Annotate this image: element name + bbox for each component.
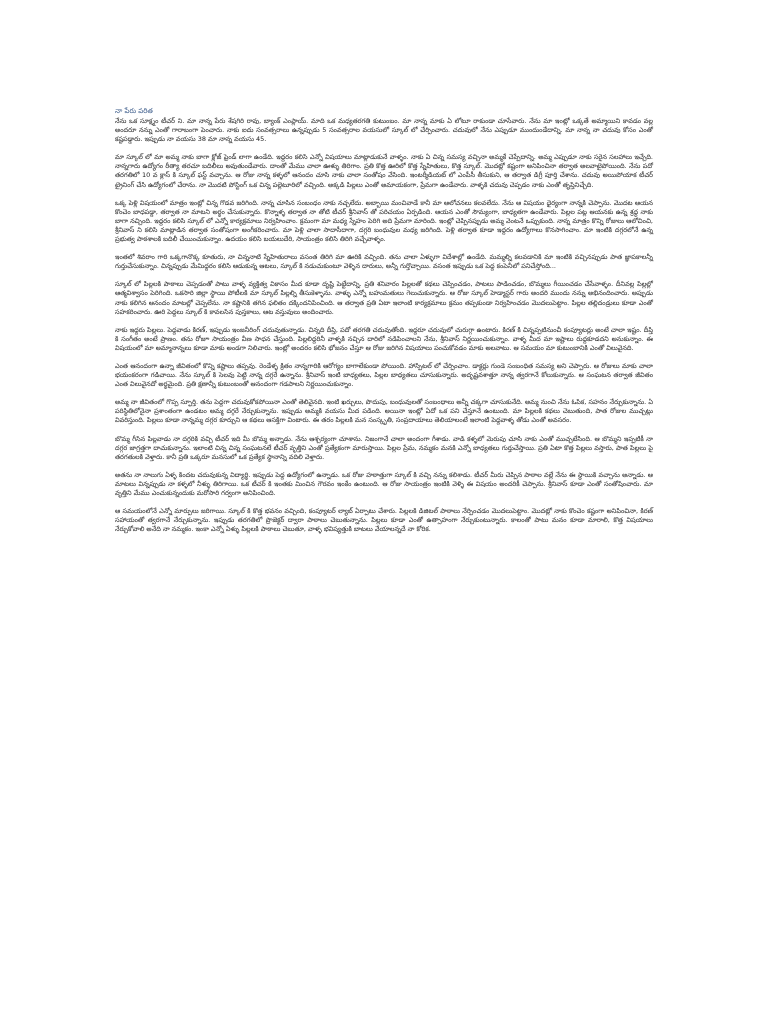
document-body <box>115 117 653 534</box>
paragraph: ఇంతలో శివరాం గారి ఒక్కగానొక్క కూతురు, నా చిన్ననాటి స్నేహితురాలు వసంత తిరిగి మా ఊరికి వచ్చింది. తను చాలా ఏళ్ళుగా విదేశాల్లో ఉండేది. మమ్మల్ని కలవడానికి మా ఇంటికి వచ్చినప్పుడు పాత జ్ఞాపకాలన్నీ గుర్తుచేసుకున్నాం. చిన్నప్పుడు మేమిద్దరం కలిసి ఆడుకున్న ఆటలు, స్కూల్ కి నడుచుకుంటూ వెళ్ళిన దారులు, అన్నీ గుర్తొచ్చాయి. వసంత ఇప్పుడు ఒక పెద్ద కంపెనీలో పనిచేస్తోంది... <box>115 253 653 271</box>
document-page <box>115 107 653 534</box>
paragraph: బొమ్మ గీసిన పిల్లవాడు నా దగ్గరికి వచ్చి టీచర్ ఇది మీ బొమ్మ అన్నాడు. నేను ఆశ్చర్యంగా చూశాను. నిజంగానే చాలా అందంగా గీశాడు. వాడి కళ్ళలో మెరుపు చూసి నాకు ఎంతో ముచ్చటేసింది. ఆ బొమ్మని ఇప్పటికీ నా దగ్గర జాగ్రత్తగా దాచుకున్నాను. ఇలాంటి చిన్న చిన్న సంఘటనలే టీచర్ వృత్తిని ఎంతో ప్రత్యేకంగా మారుస్తాయి. పిల్లల ప్రేమ, నమ్మకం మనకి ఎన్నో బాధ్యతలు గుర్తుచేస్తాయి. ప్రతి ఏటా కొత్త పిల్లలు వస్తారు, పాత పిల్లలు పై తరగతులకి వెళ్తారు. కానీ ప్రతి ఒక్కరూ మనసులో ఒక ప్రత్యేక స్థానాన్ని వదిలి వెళ్తారు. <box>115 434 653 461</box>
paragraph: అమ్మ నా జీవితంలో గొప్ప స్ఫూర్తి. తను పెద్దగా చదువుకోకపోయినా ఎంతో తెలివైనది. ఇంటి ఖర్చులు, పొదుపు, బంధువులతో సంబంధాలు అన్నీ చక్కగా చూసుకునేది. అమ్మ నుంచి నేను ఓపిక, సహనం నేర్చుకున్నాను. ఏ పరిస్థితిలోనైనా ప్రశాంతంగా ఉండటం అమ్మ దగ్గరే నేర్చుకున్నాను. ఇప్పుడు అమ్మకి వయసు మీద పడింది. అయినా ఇంట్లో ఏదో ఒక పని చేస్తూనే ఉంటుంది. మా పిల్లలకి కథలు చెబుతుంది, పాత రోజుల ముచ్చట్లు వివరిస్తుంది. పిల్లలు కూడా నాన్నమ్మ దగ్గర కూర్చుని ఆ కథలు ఆసక్తిగా వింటారు. ఈ తరం పిల్లలకి మన సంస్కృతి, సంప్రదాయాలు తెలియాలంటే ఇలాంటి పెద్దవాళ్ళ తోడు ఎంతో అవసరం. <box>115 398 653 425</box>
paragraph: ఒక్క పెళ్లి విషయంలో మాత్రం ఇంట్లో చిన్న గొడవ జరిగింది. నాన్న చూసిన సంబంధం నాకు నచ్చలేదు. అబ్బాయి మంచివాడే కానీ మా ఆలోచనలు కలవలేదు. నేను ఆ విషయం ధైర్యంగా నాన్నకి చెప్పాను. మొదట ఆయన కొంచెం బాధపడ్డా, తర్వాత నా మాటని అర్థం చేసుకున్నారు. కొన్నాళ్ళ తర్వాత నా తోటి టీచర్ శ్రీనివాస్ తో పరిచయం ఏర్పడింది. ఆయన ఎంతో సౌమ్యంగా, బాధ్యతగా ఉండేవారు. పిల్లల పట్ల ఆయనకు ఉన్న శ్రద్ధ నాకు బాగా నచ్చింది. ఇద్దరం కలిసి స్కూల్ లో ఎన్నో కార్యక్రమాలు నిర్వహించాం. క్రమంగా మా మధ్య స్నేహం పెరిగి అది ప్రేమగా మారింది. ఇంట్లో చెప్పినప్పుడు అమ్మ వెంటనే ఒప్పుకుంది. నాన్న మాత్రం కొన్ని రోజులు ఆలోచించి, శ్రీనివాస్ ని కలిసి మాట్లాడిన తర్వాత సంతోషంగా అంగీకరించారు. మా పెళ్లి చాలా సాదాసీదాగా, దగ్గరి బంధువుల మధ్య జరిగింది. పెళ్లి తర్వాత కూడా ఇద్దరం ఉద్యోగాలు కొనసాగించాం. మా ఇంటికి దగ్గరలోనే ఉన్న ప్రభుత్వ పాఠశాలకి బదిలీ చేయించుకున్నాం. ఉదయం కలిసి బయలుదేరి, సాయంత్రం కలిసి తిరిగి వచ్చేవాళ్ళం. <box>115 198 653 244</box>
paragraph: ఆ సమయంలోనే ఎన్నో మార్పులు జరిగాయి. స్కూల్ కి కొత్త భవనం వచ్చింది, కంప్యూటర్ ల్యాబ్ ఏర్పాటు చేశారు. పిల్లలకి డిజిటల్ పాఠాలు నేర్పించడం మొదలుపెట్టాం. మొదట్లో నాకు కొంచెం కష్టంగా అనిపించినా, కిరణ్ సహాయంతో త్వరగానే నేర్చుకున్నాను. ఇప్పుడు తరగతిలో ప్రొజెక్టర్ ద్వారా పాఠాలు చెబుతున్నాను. పిల్లలు కూడా ఎంతో ఉత్సాహంగా నేర్చుకుంటున్నారు. కాలంతో పాటు మనం కూడా మారాలి, కొత్త విషయాలు నేర్చుకోవాలి అనేది నా నమ్మకం. ఇంకా ఎన్నో ఏళ్ళు పిల్లలకి పాఠాలు చెబుతూ, వాళ్ళ భవిష్యత్తుకి బాటలు వేయాలన్నదే నా కోరిక. <box>115 507 653 534</box>
paragraph: స్కూల్ లో పిల్లలకి పాఠాలు చెప్పడంతో పాటు వాళ్ళ వ్యక్తిత్వ వికాసం మీద కూడా దృష్టి పెట్టేదాన్ని. ప్రతి శనివారం పిల్లలతో కథలు చెప్పించడం, పాటలు పాడించడం, బొమ్మలు గీయించడం చేసేవాళ్ళం. దీనివల్ల పిల్లల్లో ఆత్మవిశ్వాసం పెరిగింది. ఒకసారి జిల్లా స్థాయి పోటీలకి మా స్కూల్ పిల్లల్ని తీసుకెళ్ళాను. వాళ్ళు ఎన్నో బహుమతులు గెలుచుకున్నారు. ఆ రోజు స్కూల్ హెడ్మాస్టర్ గారు అందరి ముందు నన్ను అభినందించారు. అప్పుడు నాకు కలిగిన ఆనందం మాటల్లో చెప్పలేను. నా కష్టానికి తగిన ఫలితం దక్కిందనిపించింది. ఆ తర్వాత ప్రతి ఏటా ఇలాంటి కార్యక్రమాలు క్రమం తప్పకుండా నిర్వహించడం మొదలుపెట్టాం. పిల్లల తల్లిదండ్రులు కూడా ఎంతో సహకరించారు. ఊరి పెద్దలు స్కూల్ కి కావలసిన పుస్తకాలు, ఆట వస్తువులు అందించారు. <box>115 280 653 316</box>
document-title: నా పేరు పరిత <box>115 107 153 115</box>
paragraph: ఎంత ఆనందంగా ఉన్నా జీవితంలో కొన్ని కష్టాలు తప్పవు. రెండేళ్ళ క్రితం నాన్నగారికి ఆరోగ్యం బాగాలేకుండా పోయింది. హాస్పిటల్ లో చేర్పించాం. డాక్టర్లు గుండె సంబంధిత సమస్య అని చెప్పారు. ఆ రోజులు మాకు చాలా భయంకరంగా గడిచాయి. నేను స్కూల్ కి సెలవు పెట్టి నాన్న దగ్గరే ఉన్నాను. శ్రీనివాస్ ఇంటి బాధ్యతలు, పిల్లల బాధ్యతలు చూసుకున్నారు. అదృష్టవశాత్తూ నాన్న త్వరగానే కోలుకున్నారు. ఆ సంఘటన తర్వాత జీవితం ఎంత విలువైనదో అర్థమైంది. ప్రతి క్షణాన్నీ కుటుంబంతో ఆనందంగా గడపాలని నిర్ణయించుకున్నాం. <box>115 361 653 389</box>
paragraph: నేను ఒక సూక్ష్మం టీచర్ ని. మా నాన్న పేరు శేషగిరి రావు, బ్యాంక్ ఎంప్లాయ్. మాది ఒక మధ్యతరగతి కుటుంబం. మా నాన్న మాకు ఏ లోటూ రాకుండా చూసేవారు. నేను మా ఇంట్లో ఒక్కతే అమ్మాయిని కావడం వల్ల అందరూ నన్ను ఎంతో గారాబంగా పెంచారు. నాకు ఐదు సంవత్సరాలు ఉన్నప్పుడు 5 సంవత్సరాల వయసులో స్కూల్ లో చేర్పించారు. చదువులో నేను ఎప్పుడూ ముందుండేదాన్ని. మా నాన్న నా చదువు కోసం ఎంతో కష్టపడ్డారు. ఇప్పుడు నా వయసు 38 మా నాన్న వయసు 45. <box>115 117 653 144</box>
paragraph: నాకు ఇద్దరు పిల్లలు. పెద్దవాడు కిరణ్, ఇప్పుడు ఇంజనీరింగ్ చదువుతున్నాడు. చిన్నది దీప్తి, పదో తరగతి చదువుతోంది. ఇద్దరూ చదువులో చురుగ్గా ఉంటారు. కిరణ్ కి చిన్నప్పటినుంచీ కంప్యూటర్లు అంటే చాలా ఇష్టం. దీప్తి కి సంగీతం అంటే ప్రాణం. తను రోజూ సాయంత్రం వీణ సాధన చేస్తుంది. పిల్లలిద్దరినీ వాళ్ళకి నచ్చిన దారిలో నడిపించాలని నేను, శ్రీనివాస్ నిర్ణయించుకున్నాం. వాళ్ళ మీద మా ఇష్టాలు రుద్దకూడదని అనుకున్నాం. ఈ విషయంలో మా అమ్మానాన్నలు కూడా మాకు అండగా నిలిచారు. ఇంట్లో అందరం కలిసి భోజనం చేస్తూ ఆ రోజు జరిగిన విషయాలు పంచుకోవడం మాకు అలవాటు. ఆ సమయం మా కుటుంబానికి ఎంతో విలువైనది. <box>115 325 653 352</box>
paragraph: అతను నా నాలుగు ఏళ్ళ కిందట చదువుకున్న విద్యార్థి. ఇప్పుడు పెద్ద ఉద్యోగంలో ఉన్నాడు. ఒక రోజు హఠాత్తుగా స్కూల్ కి వచ్చి నన్ను కలిశాడు. టీచర్ మీరు చెప్పిన పాఠాల వల్లే నేను ఈ స్థాయికి వచ్చాను అన్నాడు. ఆ మాటలు విన్నప్పుడు నా కళ్ళలో నీళ్ళు తిరిగాయి. ఒక టీచర్ కి ఇంతకు మించిన గౌరవం ఇంకేం ఉంటుంది. ఆ రోజు సాయంత్రం ఇంటికి వెళ్ళి ఈ విషయం అందరికీ చెప్పాను. శ్రీనివాస్ కూడా ఎంతో సంతోషించారు. మా వృత్తిని మేము ఎంచుకున్నందుకు మరోసారి గర్వంగా అనిపించింది. <box>115 470 653 497</box>
paragraph: మా స్కూల్ లో మా అమ్మ నాకు బాగా క్లోజ్ ఫ్రెండ్ లాగా ఉండేది. ఇద్దరం కలిసి ఎన్నో విషయాలు మాట్లాడుకునే వాళ్ళం. నాకు ఏ చిన్న సమస్య వచ్చినా అమ్మకే చెప్పేదాన్ని. అమ్మ ఎప్పుడూ నాకు సరైన సలహాలు ఇచ్చేది. నాన్నగారు ఉద్యోగం రీత్యా తరచూ బదిలీలు అవుతుండేవారు. దాంతో మేము చాలా ఊళ్ళు తిరిగాం. ప్రతి కొత్త ఊరిలో కొత్త స్నేహితులు, కొత్త స్కూల్. మొదట్లో కష్టంగా అనిపించినా తర్వాత అలవాటైపోయింది. నేను పదో తరగతిలో 10 వ క్లాస్ కి స్కూల్ ఫస్ట్ వచ్చాను. ఆ రోజు నాన్న కళ్ళలో ఆనందం చూసి నాకు చాలా సంతోషం వేసింది. ఇంటర్మీడియట్ లో ఎంపీసీ తీసుకుని, ఆ తర్వాత డిగ్రీ పూర్తి చేశాను. చదువు అయిపోయాక టీచర్ ట్రైనింగ్ చేసి ఉద్యోగంలో చేరాను. నా మొదటి పోస్టింగ్ ఒక చిన్న పల్లెటూరిలో వచ్చింది. అక్కడి పిల్లలు ఎంతో అమాయకంగా, ప్రేమగా ఉండేవారు. వాళ్ళకి చదువు చెప్పడం నాకు ఎంతో తృప్తినిచ్చేది. <box>115 153 653 189</box>
